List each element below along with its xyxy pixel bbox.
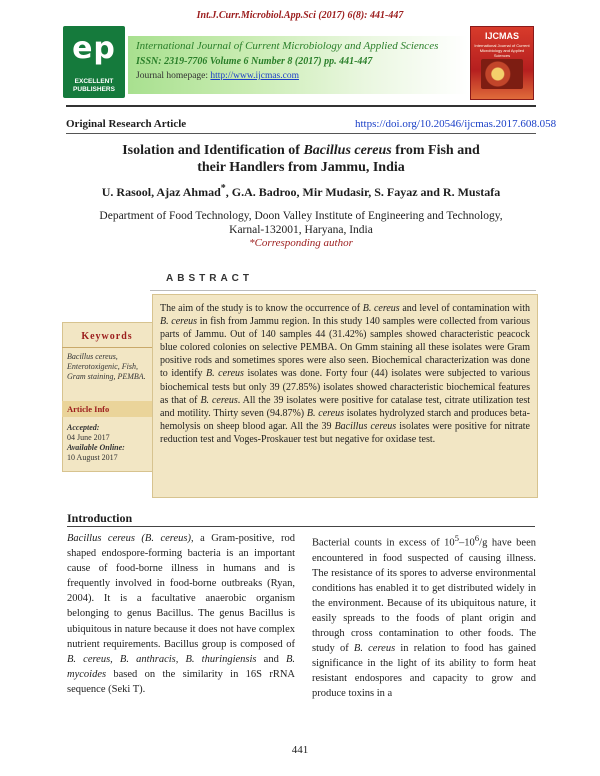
- author-list: [66, 183, 536, 200]
- intro-run: , a Gram-positive, rod shaped endospore-forming bacteria is an important cause of food-borne illness in humans and is frequently involved in food-borne outbreaks (Ryan, 2004). It is a facultative anaerobic organism belonging to genus Bacillus. The genus Bacillus is ubiquitous in nature because it does not have complex nutrient requirements. Bacillus group is composed of: [67, 533, 295, 650]
- journal-cover-image: [470, 26, 534, 100]
- corresponding-marker: *: [220, 183, 226, 194]
- logo-subtitle: EXCELLENT PUBLISHERS: [73, 78, 115, 93]
- homepage-label: Journal homepage:: [136, 71, 211, 81]
- available-online-date: 10 August 2017: [67, 453, 118, 462]
- title-organism: Bacillus cereus: [303, 143, 392, 158]
- authors-part: , G.A. Badroo, Mir Mudasir, S. Fayaz and R. Mustafa: [225, 185, 501, 199]
- abstract-organism: B. cereus: [362, 303, 400, 314]
- abstract-heading-rule: [150, 290, 536, 291]
- intro-run: in relation to food has gained significance in the light of its ability to form heat resistant endospores and capacity to grow and produce toxins in a: [312, 643, 537, 700]
- abstract-organism: B. cereus: [306, 407, 344, 419]
- abstract-organism: Bacillus cereus: [334, 420, 397, 432]
- authors-part: U. Rasool, Ajaz Ahmad: [101, 185, 221, 199]
- corresponding-author-note: *Corresponding author: [249, 237, 353, 249]
- intro-run: based on the similarity in 16S rRNA sequence (Seki T).: [67, 668, 295, 695]
- intro-organism: B. cereus, B. anthracis, B. thuringiensis: [67, 653, 257, 665]
- accepted-label: Accepted:: [67, 423, 100, 432]
- article-title: [66, 142, 536, 176]
- title-part: Isolation and Identification of: [122, 143, 304, 158]
- abstract-organism: B. cereus: [160, 316, 198, 328]
- exponent: 5: [454, 533, 460, 543]
- exponent: 6: [474, 533, 480, 543]
- keywords-rule: [62, 347, 154, 348]
- accepted-date: 04 June 2017: [67, 433, 110, 442]
- introduction-rule: [67, 526, 535, 527]
- introduction-heading: Introduction: [67, 511, 133, 525]
- article-type: Original Research Article: [66, 118, 187, 130]
- keywords-title: Keywords: [81, 331, 133, 342]
- intro-column-right: [312, 531, 536, 702]
- title-part: from Fish and: [391, 143, 480, 158]
- intro-organism: B. mycoides: [67, 653, 295, 680]
- abstract-run: isolates were positive for nitrate reduction test and Voges-Proskauer test but negative for oxidase test.: [160, 420, 530, 445]
- abstract-organism: B. cereus: [200, 394, 238, 406]
- running-head: Int.J.Curr.Microbiol.App.Sci (2017) 6(8): 441-447: [196, 10, 404, 21]
- issn-line: ISSN: 2319-7706 Volume 6 Number 8 (2017) pp. 441-447: [136, 56, 373, 67]
- affiliation: [66, 209, 536, 237]
- abstract-run: and level of contamination with: [399, 303, 531, 314]
- abstract-run: . All the 39 isolates were positive for catalase test, citrate utilization test and motility. Thirty seven (94.87%): [160, 394, 530, 419]
- keywords-list: Bacillus cereus, Enterotoxigenic, Fish, Gram staining, PEMBA.: [67, 352, 146, 381]
- publisher-logo: [63, 26, 125, 98]
- journal-homepage: [136, 71, 466, 81]
- intro-run: /g have been encountered in food suspected of causing illness. The resistance of its spores to adverse environmental conditions has enabled it to get distributed widely in the environment. Because of its ubiquitous nature, it easily spreads to the foods of plant origin and through cross contamination to other foods. The study of: [312, 537, 536, 655]
- intro-run: and: [256, 653, 286, 665]
- intro-run: –10: [459, 537, 475, 549]
- abstract-run: isolates hydrolyzed starch and produces beta-hemolysis on sheep blood agar. All the 39: [160, 407, 530, 432]
- doi-link[interactable]: https://doi.org/10.20546/ijcmas.2017.608.058: [355, 118, 557, 130]
- affiliation-line-1: Department of Food Technology, Doon Valley Institute of Engineering and Technology,: [99, 210, 503, 222]
- available-online-label: Available Online:: [67, 443, 125, 452]
- abstract-heading: ABSTRACT: [166, 273, 253, 284]
- cover-graphic: [481, 59, 523, 89]
- intro-column-left: [67, 531, 295, 697]
- cover-subtitle: International Journal of Current Microbiology and Applied Sciences: [474, 43, 530, 58]
- page-number: 441: [291, 744, 309, 756]
- article-dates: [67, 423, 151, 463]
- journal-name: International Journal of Current Microbiology and Applied Sciences: [136, 40, 439, 52]
- homepage-link[interactable]: http://www.ijcmas.com: [210, 71, 299, 81]
- logo-letters: ep: [72, 31, 116, 66]
- header-rule: [66, 105, 536, 107]
- cover-title: IJCMAS: [484, 31, 519, 41]
- intro-organism: B. cereus: [353, 643, 396, 655]
- article-type-rule: [66, 133, 536, 134]
- abstract-run: in fish from Jammu region. In this study 140 samples were collected from various parts of Jammu. Out of 140 samples 44 (31.42%) samples showed characteristic peacock blue colored colonies on selective PEMBA. On Gmm staining all these isolates were Gram positive rods and sometimes spores were also seen. Biochemical characterization was done to identify: [160, 316, 530, 380]
- abstract-run: isolates was done. Forty four (44) isolates were subjected to various biochemical tests but only 39 (27.85%) isolates showed characteristic biochemical features as that of: [160, 368, 530, 406]
- abstract-run: The aim of the study is to know the occurrence of: [160, 303, 363, 314]
- abstract-text: [160, 302, 530, 446]
- title-line-2: their Handlers from Jammu, India: [197, 160, 405, 175]
- abstract-organism: B. cereus: [206, 368, 244, 380]
- intro-run: Bacterial counts in excess of 10: [312, 537, 455, 549]
- intro-organism: Bacillus cereus (B. cereus): [67, 533, 191, 544]
- article-info-title: Article Info: [67, 404, 110, 414]
- affiliation-line-2: Karnal-132001, Haryana, India: [229, 224, 373, 236]
